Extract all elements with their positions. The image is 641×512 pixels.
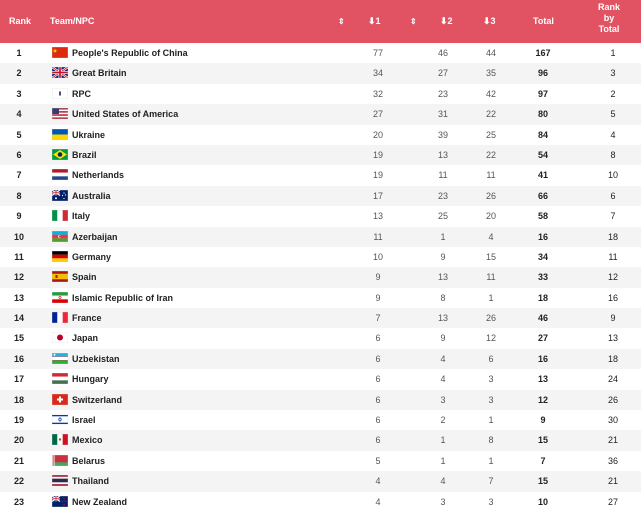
row-silver: 1 <box>428 435 458 446</box>
row-bronze: 11 <box>476 272 506 283</box>
row-silver: 27 <box>428 68 458 79</box>
row-total: 16 <box>528 354 558 365</box>
row-total: 9 <box>528 415 558 426</box>
row-rank: 2 <box>0 68 38 79</box>
header-rank-by-total[interactable] <box>594 2 624 35</box>
flag-nl-icon <box>52 169 68 180</box>
row-bronze: 35 <box>476 68 506 79</box>
row-rank: 3 <box>0 89 38 100</box>
row-rank: 7 <box>0 170 38 181</box>
row-gold: 11 <box>363 232 393 243</box>
row-silver: 1 <box>428 456 458 467</box>
row-bronze: 15 <box>476 252 506 263</box>
row-total: 66 <box>528 191 558 202</box>
row-total: 7 <box>528 456 558 467</box>
row-team-name[interactable]: Israel <box>72 415 96 426</box>
row-team-name[interactable]: New Zealand <box>72 497 127 508</box>
row-gold: 6 <box>363 354 393 365</box>
table-row[interactable] <box>0 186 641 206</box>
flag-by-icon <box>52 455 68 466</box>
row-bronze: 11 <box>476 170 506 181</box>
flag-nz-icon <box>52 496 68 507</box>
row-rank: 15 <box>0 333 38 344</box>
row-silver: 4 <box>428 476 458 487</box>
table-row[interactable] <box>0 430 641 450</box>
row-silver: 13 <box>428 272 458 283</box>
row-rank: 22 <box>0 476 38 487</box>
flag-br-icon <box>52 149 68 160</box>
row-gold: 27 <box>363 109 393 120</box>
row-team-name[interactable]: Uzbekistan <box>72 354 120 365</box>
row-total: 34 <box>528 252 558 263</box>
row-gold: 5 <box>363 456 393 467</box>
row-team-name[interactable]: France <box>72 313 102 324</box>
header-rank-by-total-line3: Total <box>594 24 624 35</box>
row-total: 18 <box>528 293 558 304</box>
row-bronze: 8 <box>476 435 506 446</box>
row-silver: 2 <box>428 415 458 426</box>
row-total: 16 <box>528 232 558 243</box>
row-rank-by-total: 18 <box>598 354 628 365</box>
row-silver: 3 <box>428 395 458 406</box>
row-gold: 4 <box>363 497 393 508</box>
row-silver: 9 <box>428 252 458 263</box>
row-team-name[interactable]: Azerbaijan <box>72 232 118 243</box>
row-total: 10 <box>528 497 558 508</box>
row-bronze: 26 <box>476 191 506 202</box>
table-row[interactable] <box>0 410 641 430</box>
row-gold: 17 <box>363 191 393 202</box>
row-bronze: 44 <box>476 48 506 59</box>
table-row[interactable] <box>0 43 641 63</box>
row-rank-by-total: 8 <box>598 150 628 161</box>
row-silver: 3 <box>428 497 458 508</box>
header-rank[interactable]: Rank <box>9 16 31 27</box>
row-silver: 4 <box>428 354 458 365</box>
row-rank: 9 <box>0 211 38 222</box>
header-rank-by-total-line1: Rank <box>594 2 624 13</box>
row-team-name[interactable]: Australia <box>72 191 111 202</box>
row-rank: 19 <box>0 415 38 426</box>
row-rank: 23 <box>0 497 38 508</box>
row-silver: 13 <box>428 150 458 161</box>
row-gold: 9 <box>363 272 393 283</box>
row-gold: 6 <box>363 415 393 426</box>
row-rank-by-total: 21 <box>598 435 628 446</box>
row-total: 84 <box>528 130 558 141</box>
flag-th-icon <box>52 475 68 486</box>
sort-icon[interactable]: ⇕ <box>338 16 345 27</box>
table-row[interactable] <box>0 227 641 247</box>
flag-gb-icon <box>52 67 68 78</box>
row-gold: 6 <box>363 333 393 344</box>
row-bronze: 3 <box>476 497 506 508</box>
table-row[interactable] <box>0 84 641 104</box>
flag-az-icon <box>52 231 68 242</box>
row-rank-by-total: 6 <box>598 191 628 202</box>
flag-fr-icon <box>52 312 68 323</box>
sort-icon[interactable]: ⇕ <box>410 16 417 27</box>
row-bronze: 22 <box>476 150 506 161</box>
flag-ua-icon <box>52 129 68 140</box>
row-team-name[interactable]: Islamic Republic of Iran <box>72 293 173 304</box>
header-gold[interactable]: ⬇1 <box>368 16 381 27</box>
row-team-name[interactable]: Hungary <box>72 374 109 385</box>
row-rank-by-total: 21 <box>598 476 628 487</box>
row-bronze: 1 <box>476 456 506 467</box>
row-rank-by-total: 36 <box>598 456 628 467</box>
flag-ch-icon <box>52 394 68 405</box>
row-total: 167 <box>528 48 558 59</box>
row-gold: 32 <box>363 89 393 100</box>
table-header <box>0 0 641 43</box>
row-gold: 6 <box>363 374 393 385</box>
row-team-name[interactable]: Mexico <box>72 435 103 446</box>
row-team-name[interactable]: Ukraine <box>72 130 105 141</box>
row-bronze: 25 <box>476 130 506 141</box>
row-rank-by-total: 18 <box>598 232 628 243</box>
row-gold: 13 <box>363 211 393 222</box>
row-rank-by-total: 7 <box>598 211 628 222</box>
table-row[interactable] <box>0 471 641 491</box>
row-rank: 1 <box>0 48 38 59</box>
row-rank-by-total: 11 <box>598 252 628 263</box>
row-silver: 23 <box>428 89 458 100</box>
table-row[interactable] <box>0 308 641 328</box>
flag-us-icon <box>52 108 68 119</box>
row-gold: 77 <box>363 48 393 59</box>
row-team-name[interactable]: Great Britain <box>72 68 127 79</box>
row-rank: 12 <box>0 272 38 283</box>
flag-hu-icon <box>52 373 68 384</box>
row-bronze: 3 <box>476 395 506 406</box>
row-rank: 20 <box>0 435 38 446</box>
table-row[interactable] <box>0 206 641 226</box>
table-body <box>0 43 641 512</box>
row-bronze: 3 <box>476 374 506 385</box>
row-bronze: 22 <box>476 109 506 120</box>
row-rank: 13 <box>0 293 38 304</box>
row-rank-by-total: 2 <box>598 89 628 100</box>
row-silver: 39 <box>428 130 458 141</box>
row-rank-by-total: 10 <box>598 170 628 181</box>
row-rank-by-total: 30 <box>598 415 628 426</box>
row-total: 58 <box>528 211 558 222</box>
row-rank-by-total: 9 <box>598 313 628 324</box>
row-bronze: 1 <box>476 415 506 426</box>
table-row[interactable] <box>0 492 641 512</box>
row-total: 15 <box>528 435 558 446</box>
flag-ir-icon <box>52 292 68 303</box>
header-total[interactable]: Total <box>533 16 554 27</box>
row-total: 13 <box>528 374 558 385</box>
row-rank: 14 <box>0 313 38 324</box>
row-total: 96 <box>528 68 558 79</box>
row-bronze: 42 <box>476 89 506 100</box>
table-row[interactable] <box>0 349 641 369</box>
table-row[interactable] <box>0 145 641 165</box>
row-rank-by-total: 4 <box>598 130 628 141</box>
row-gold: 20 <box>363 130 393 141</box>
row-total: 15 <box>528 476 558 487</box>
row-gold: 9 <box>363 293 393 304</box>
row-total: 41 <box>528 170 558 181</box>
row-silver: 31 <box>428 109 458 120</box>
row-total: 27 <box>528 333 558 344</box>
row-team-name[interactable]: Netherlands <box>72 170 124 181</box>
row-rank-by-total: 16 <box>598 293 628 304</box>
row-bronze: 4 <box>476 232 506 243</box>
row-silver: 4 <box>428 374 458 385</box>
row-silver: 8 <box>428 293 458 304</box>
row-team-name[interactable]: Switzerland <box>72 395 122 406</box>
row-silver: 46 <box>428 48 458 59</box>
table-row[interactable] <box>0 104 641 124</box>
row-silver: 1 <box>428 232 458 243</box>
row-team-name[interactable]: Spain <box>72 272 97 283</box>
row-rank: 11 <box>0 252 38 263</box>
row-bronze: 12 <box>476 333 506 344</box>
table-row[interactable] <box>0 63 641 83</box>
header-silver[interactable]: ⬇2 <box>440 16 453 27</box>
row-rank: 6 <box>0 150 38 161</box>
row-rank: 18 <box>0 395 38 406</box>
table-row[interactable] <box>0 451 641 471</box>
row-rank: 10 <box>0 232 38 243</box>
row-bronze: 20 <box>476 211 506 222</box>
table-row[interactable] <box>0 125 641 145</box>
flag-au-icon <box>52 190 68 201</box>
row-silver: 25 <box>428 211 458 222</box>
row-gold: 6 <box>363 395 393 406</box>
row-team-name[interactable]: Thailand <box>72 476 109 487</box>
header-bronze[interactable]: ⬇3 <box>483 16 496 27</box>
flag-jp-icon <box>52 332 68 343</box>
row-rank: 21 <box>0 456 38 467</box>
header-rank-by-total-line2: by <box>594 13 624 24</box>
flag-de-icon <box>52 251 68 262</box>
row-silver: 13 <box>428 313 458 324</box>
row-rank-by-total: 5 <box>598 109 628 120</box>
row-rank: 4 <box>0 109 38 120</box>
row-total: 54 <box>528 150 558 161</box>
table-row[interactable] <box>0 267 641 287</box>
row-gold: 10 <box>363 252 393 263</box>
table-row[interactable] <box>0 390 641 410</box>
row-team-name[interactable]: Belarus <box>72 456 105 467</box>
flag-it-icon <box>52 210 68 221</box>
table-row[interactable] <box>0 369 641 389</box>
row-rank-by-total: 12 <box>598 272 628 283</box>
row-total: 97 <box>528 89 558 100</box>
flag-cn-icon <box>52 47 68 58</box>
row-total: 80 <box>528 109 558 120</box>
flag-es-icon <box>52 271 68 282</box>
row-bronze: 7 <box>476 476 506 487</box>
row-gold: 6 <box>363 435 393 446</box>
row-team-name[interactable]: RPC <box>72 89 91 100</box>
row-gold: 19 <box>363 170 393 181</box>
row-total: 12 <box>528 395 558 406</box>
row-rank-by-total: 3 <box>598 68 628 79</box>
table-row[interactable] <box>0 288 641 308</box>
row-rank-by-total: 26 <box>598 395 628 406</box>
row-team-name[interactable]: United States of America <box>72 109 178 120</box>
row-team-name[interactable]: People's Republic of China <box>72 48 188 59</box>
flag-uz-icon <box>52 353 68 364</box>
row-silver: 11 <box>428 170 458 181</box>
row-total: 46 <box>528 313 558 324</box>
row-bronze: 6 <box>476 354 506 365</box>
row-rank-by-total: 1 <box>598 48 628 59</box>
row-bronze: 26 <box>476 313 506 324</box>
row-team-name[interactable]: Italy <box>72 211 90 222</box>
flag-rpc-icon <box>52 88 68 99</box>
row-gold: 19 <box>363 150 393 161</box>
row-silver: 9 <box>428 333 458 344</box>
row-rank: 5 <box>0 130 38 141</box>
header-team[interactable]: Team/NPC <box>50 16 94 27</box>
row-gold: 34 <box>363 68 393 79</box>
flag-mx-icon <box>52 434 68 445</box>
flag-il-icon <box>52 414 68 425</box>
row-rank: 17 <box>0 374 38 385</box>
table-row[interactable] <box>0 247 641 267</box>
row-total: 33 <box>528 272 558 283</box>
row-gold: 4 <box>363 476 393 487</box>
row-rank-by-total: 24 <box>598 374 628 385</box>
table-row[interactable] <box>0 165 641 185</box>
row-rank: 8 <box>0 191 38 202</box>
row-rank-by-total: 27 <box>598 497 628 508</box>
row-rank-by-total: 13 <box>598 333 628 344</box>
row-silver: 23 <box>428 191 458 202</box>
row-team-name[interactable]: Brazil <box>72 150 97 161</box>
row-gold: 7 <box>363 313 393 324</box>
row-team-name[interactable]: Japan <box>72 333 98 344</box>
row-rank: 16 <box>0 354 38 365</box>
table-row[interactable] <box>0 328 641 348</box>
row-bronze: 1 <box>476 293 506 304</box>
row-team-name[interactable]: Germany <box>72 252 111 263</box>
